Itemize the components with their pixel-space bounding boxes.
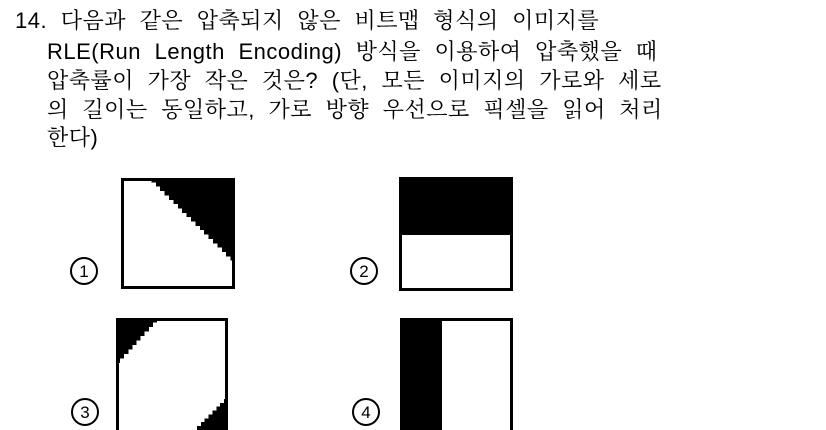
option-4-digit: 4 — [361, 402, 371, 422]
option-1-marker — [70, 257, 98, 285]
option-2-digit: 2 — [359, 261, 369, 281]
option-4-bitmap — [400, 318, 513, 430]
question-text-1: 다음과 같은 압축되지 않은 비트맵 형식의 이미지를 — [60, 8, 600, 33]
question-line-1 — [15, 10, 599, 32]
option-1-bitmap — [121, 178, 235, 289]
option-3-digit: 3 — [80, 402, 90, 422]
option-3-bitmap — [116, 318, 228, 430]
option-1-digit: 1 — [79, 261, 89, 281]
question-line-4: 의 길이는 동일하고, 가로 방향 우선으로 픽셀을 읽어 처리 — [47, 97, 663, 122]
question-number: 14. — [15, 8, 48, 33]
question-line-3: 압축률이 가장 작은 것은? (단, 모든 이미지의 가로와 세로 — [47, 68, 662, 93]
option-2-marker — [350, 257, 378, 285]
option-4-marker — [352, 398, 380, 426]
option-3-marker — [71, 398, 99, 426]
option-2-bitmap — [399, 177, 513, 291]
question-line-5: 한다) — [47, 125, 99, 150]
question-line-2: RLE(Run Length Encoding) 방식을 이용하여 압축했을 때 — [47, 39, 658, 64]
